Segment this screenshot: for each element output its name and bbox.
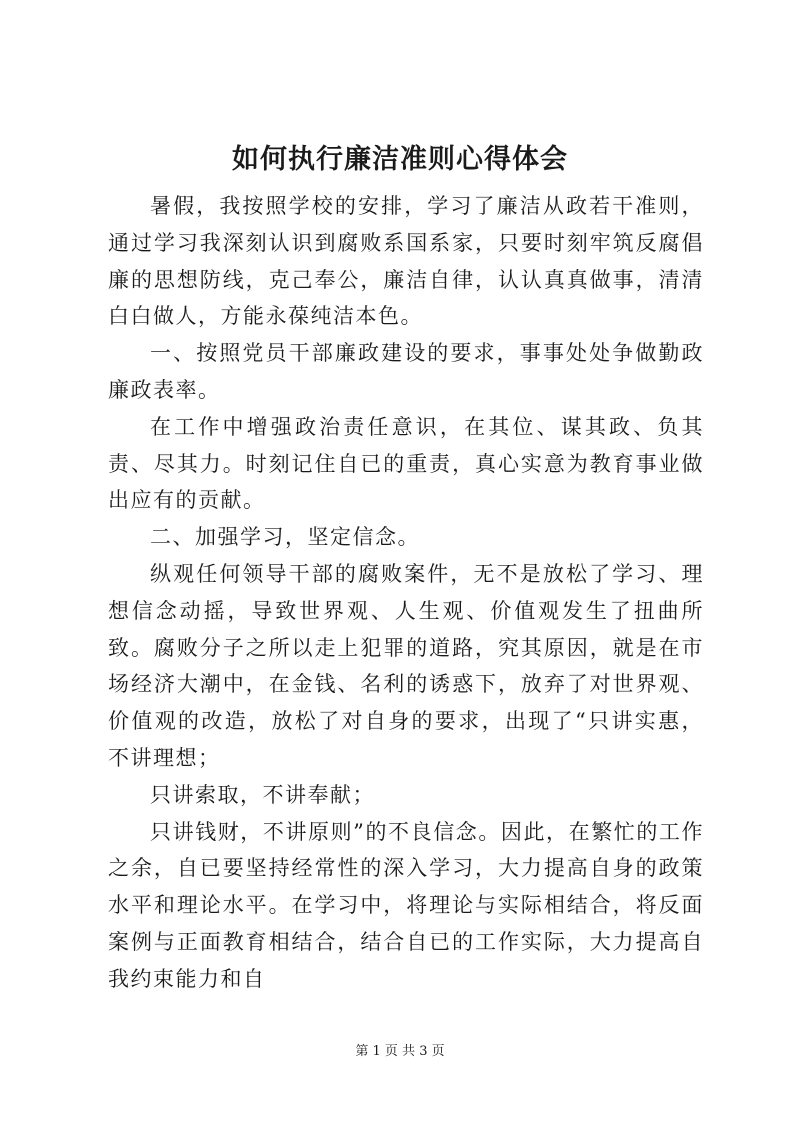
paragraph: 暑假，我按照学校的安排，学习了廉洁从政若干准则，通过学习我深刻认识到腐败系国系家，只要时刻牢筑反腐倡廉的思想防线，克己奉公，廉洁自律，认认真真做事，清清白白做人，方能永葆纯洁本色。 — [108, 194, 704, 329]
paragraph: 只讲索取，不讲奉献； — [150, 782, 375, 807]
document-title: 如何执行廉洁准则心得体会 — [232, 144, 568, 175]
paragraph: 二、加强学习，坚定信念。 — [150, 525, 420, 550]
paragraph: 在工作中增强政治责任意识，在其位、谋其政、负其责、尽其力。时刻记住自已的重责，真心实意为教育事业做出应有的贡献。 — [108, 414, 704, 513]
document-body — [108, 188, 704, 998]
paragraph: 纵观任何领导干部的腐败案件，无不是放松了学习、理想信念动摇，导致世界观、人生观、价值观发生了扭曲所致。腐败分子之所以走上犯罪的道路，究其原因，就是在市场经济大潮中，在金钱、名利的诱惑下，放弃了对世界观、价值观的改造，放松了对自身的要求，出现了“只讲实惠，不讲理想； — [108, 561, 704, 770]
paragraph: 只讲钱财，不讲原则”的不良信念。因此，在繁忙的工作之余，自已要坚持经常性的深入学习，大力提高自身的政策水平和理论水平。在学习中，将理论与实际相结合，将反面案例与正面教育相结合，结合自已的工作实际，大力提高自我约束能力和自 — [108, 819, 704, 991]
page-indicator: 第 1 页 共 3 页 — [355, 1044, 445, 1059]
paragraph: 一、按照党员干部廉政建设的要求，事事处处争做勤政廉政表率。 — [108, 341, 704, 402]
